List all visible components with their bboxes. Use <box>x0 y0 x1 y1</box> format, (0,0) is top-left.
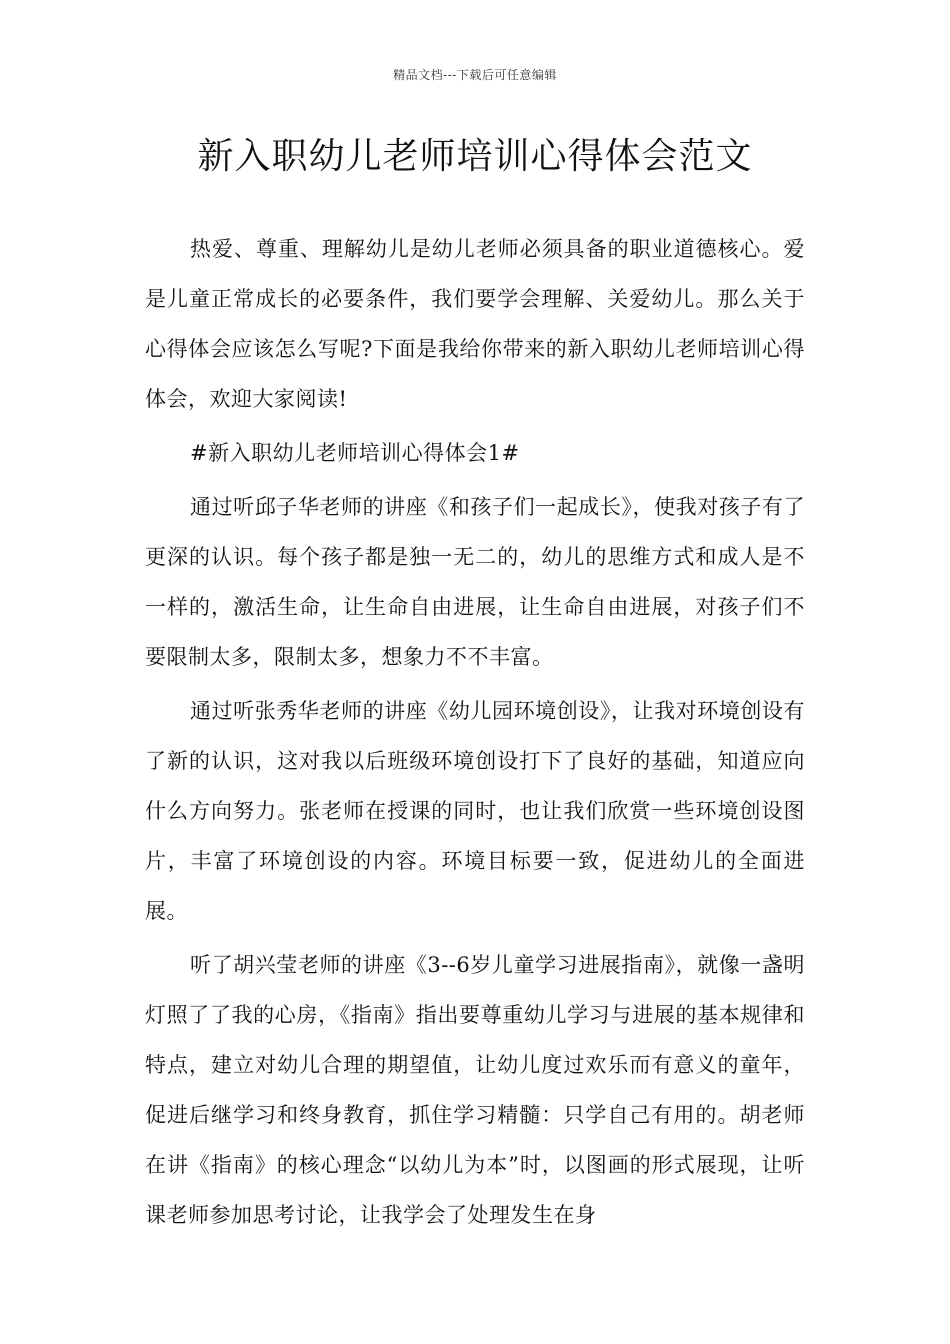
document-body <box>145 224 805 1244</box>
section-heading: #新入职幼儿老师培训心得体会1# <box>190 441 520 465</box>
body-paragraph: 听了胡兴莹老师的讲座《3--6岁儿童学习进展指南》，就像一盏明灯照了了我的心房，《指南》指出要尊重幼儿学习与进展的基本规律和特点，建立对幼儿合理的期望值，让幼儿度过欢乐而有意义的童年，促进后继学习和终身教育，抓住学习精髓：只学自己有用的。胡老师在讲《指南》的核心理念“以幼儿为本”时，以图画的形式展现，让听课老师参加思考讨论，让我学会了处理发生在身 <box>145 953 805 1227</box>
page-header-note: 精品文档---下载后可任意编辑 <box>393 68 557 82</box>
body-paragraph: 通过听邱子华老师的讲座《和孩子们一起成长》，使我对孩子有了更深的认识。每个孩子都是独一无二的，幼儿的思维方式和成人是不一样的，激活生命，让生命自由进展，让生命自由进展，对孩子们不要限制太多，限制太多，想象力不不丰富。 <box>145 495 805 669</box>
body-paragraph: 通过听张秀华老师的讲座《幼儿园环境创设》，让我对环境创设有了新的认识，这对我以后班级环境创设打下了良好的基础，知道应向什么方向努力。张老师在授课的同时，也让我们欣赏一些环境创设图片，丰富了环境创设的内容。环境目标要一致，促进幼儿的全面进展。 <box>145 699 805 923</box>
document-title: 新入职幼儿老师培训心得体会范文 <box>197 136 753 177</box>
intro-paragraph: 热爱、尊重、理解幼儿是幼儿老师必须具备的职业道德核心。爱是儿童正常成长的必要条件，我们要学会理解、关爱幼儿。那么关于心得体会应该怎么写呢?下面是我给你带来的新入职幼儿老师培训心得体会，欢迎大家阅读! <box>145 237 805 411</box>
